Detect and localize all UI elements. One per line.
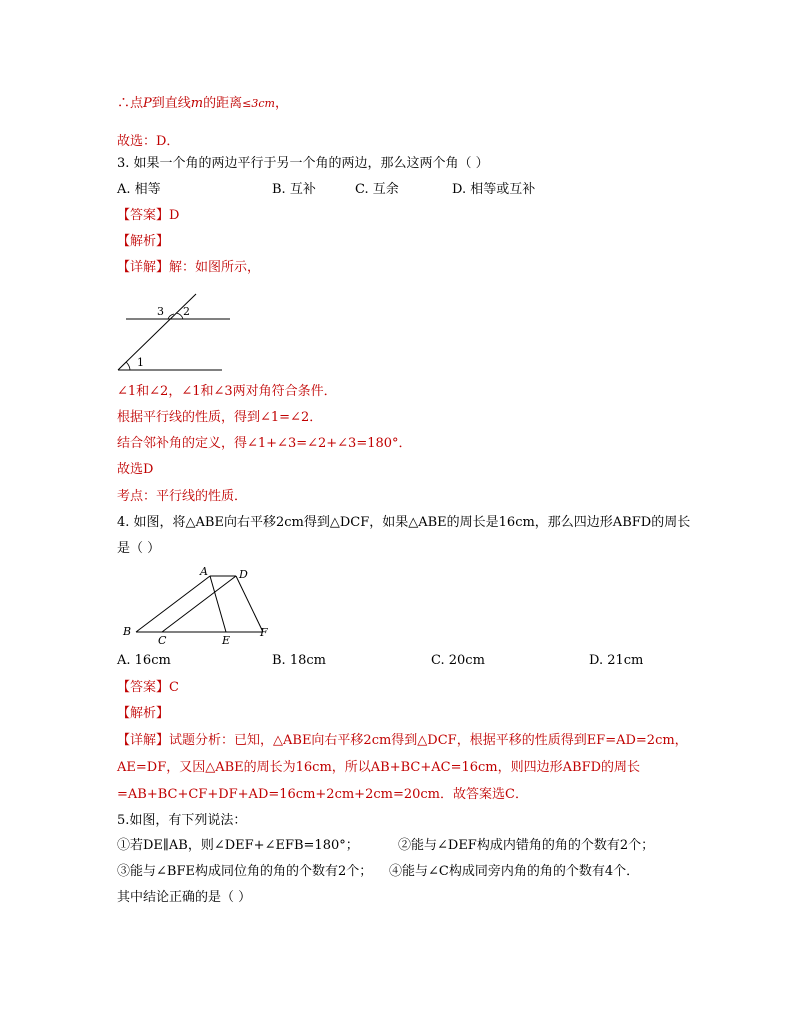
q5-stem: 5.如图，有下列说法： [117,813,247,828]
q3-analysis: 【解析】 [117,234,170,249]
segment-ae [210,576,226,632]
q3-line-3: 结合邻补角的定义，得∠1+∠3=∠2+∠3=180°． [117,436,412,451]
q4-stem-line-2: 是（ ） [117,541,161,556]
prev-conclusion [117,95,288,113]
point-a-label: A [200,565,208,578]
q3-option-a: A. 相等 [117,182,161,197]
angle-2-label: 2 [183,305,190,318]
prev-therefore: ∴点 [117,96,144,111]
prev-end: 的距离 [203,96,243,111]
point-b-label: B [123,625,132,638]
q3-line-5: 考点：平行线的性质． [117,489,248,504]
segment-df [236,576,263,632]
angle-3-label: 3 [157,305,164,318]
point-e-label: E [222,634,231,647]
q4-translation-figure [118,564,278,648]
q3-option-b: B. 互补 [272,182,316,197]
q4-option-a: A. 16cm [117,653,171,668]
q3-stem: 3. 如果一个角的两边平行于另一个角的两边，那么这两个角（ ） [117,156,489,171]
prev-distance: ≤3cm [242,97,275,110]
q5-statement-3: ③能与∠BFE构成同位角的角的个数有2个； [117,864,373,879]
point-p: P [143,96,152,111]
q4-detail-line-2: AE=DF，又因△ABE的周长为16cm，所以AB+BC+AC=16cm，则四边形ABFD的周长 [117,760,641,775]
q4-answer: 【答案】C [117,680,179,695]
q3-detail: 【详解】解：如图所示， [117,260,261,275]
q3-line-2: 根据平行线的性质，得到∠1=∠2． [117,410,323,425]
q5-question: 其中结论正确的是（ ） [117,890,252,905]
q3-answer: 【答案】D [117,208,180,223]
angle-2-arc [176,313,183,319]
q5-statement-2: ②能与∠DEF构成内错角的角的个数有2个； [398,838,655,853]
q5-statement-4: ④能与∠C构成同旁内角的角的个数有4个． [389,864,640,879]
q3-option-c: C. 互余 [355,182,399,197]
prev-mid: 到直线 [151,96,191,111]
q4-option-c: C. 20cm [431,653,485,668]
point-f-label: F [260,626,268,639]
q4-analysis: 【解析】 [117,706,170,721]
q4-option-d: D. 21cm [589,653,644,668]
q3-parallel-lines-figure [110,286,240,378]
point-d-label: D [239,568,248,581]
q4-option-b: B. 18cm [272,653,326,668]
q4-detail-line-1: 【详解】试题分析：已知，△ABE向右平移2cm得到△DCF，根据平移的性质得到EF=AD=2cm， [117,733,688,748]
q3-option-d: D. 相等或互补 [452,182,536,197]
angle-1-label: 1 [137,356,144,369]
prev-comma: ， [274,96,288,111]
q4-detail-line-3: =AB+BC+CF+DF+AD=16cm+2cm+2cm=20cm．故答案选C． [117,787,528,802]
q3-line-1: ∠1和∠2，∠1和∠3两对角符合条件． [117,384,337,399]
q5-statement-1: ①若DE∥AB，则∠DEF+∠EFB=180°； [117,838,359,853]
q3-line-4: 故选D [117,462,154,477]
prev-choose: 故选：D． [117,134,180,149]
point-c-label: C [158,634,167,647]
angle-1-arc [126,362,130,370]
line-m: m [190,96,204,111]
q4-stem-line-1: 4. 如图，将△ABE向右平移2cm得到△DCF，如果△ABE的周长是16cm，那么四边形ABFD的周长 [117,515,691,530]
